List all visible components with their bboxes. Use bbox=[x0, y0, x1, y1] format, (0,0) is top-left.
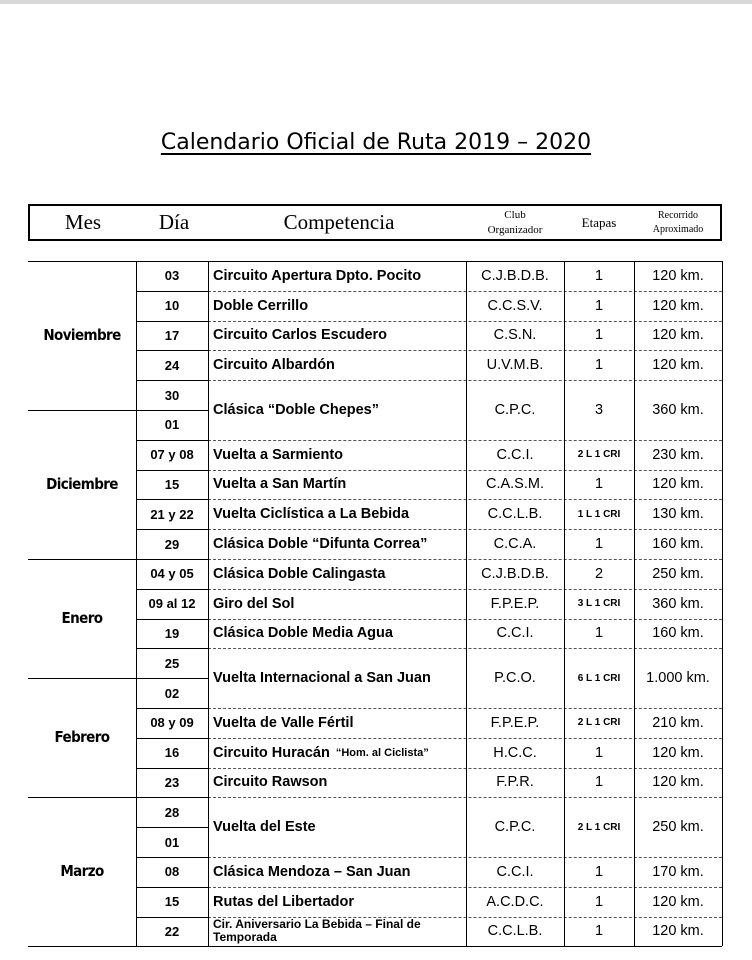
etapas-cell: 3 L 1 CRI bbox=[577, 598, 621, 610]
competencia-cell bbox=[208, 529, 471, 559]
recorrido-cell: 160 km. bbox=[652, 536, 704, 553]
day-cell: 24 bbox=[164, 357, 180, 373]
top-border bbox=[0, 0, 752, 4]
day-cell: 19 bbox=[164, 625, 180, 641]
recorrido-cell: 210 km. bbox=[652, 714, 704, 731]
competencia-cell bbox=[208, 887, 471, 917]
header-dia: Día bbox=[158, 210, 190, 234]
competencia-cell bbox=[208, 768, 471, 798]
competencia-cell bbox=[208, 738, 471, 768]
competencia-name: Clásica Doble “Difunta Correa” bbox=[213, 536, 428, 553]
header-club bbox=[466, 206, 564, 239]
club-cell: F.P.E.P. bbox=[490, 595, 540, 612]
recorrido-cell: 170 km. bbox=[652, 863, 704, 880]
club-cell: C.C.I. bbox=[496, 625, 534, 642]
club-cell: A.C.D.C. bbox=[486, 893, 544, 910]
recorrido-cell: 1.000 km. bbox=[646, 670, 710, 687]
competencia-name: Vuelta del Este bbox=[213, 819, 316, 836]
competencia-name: Circuito Apertura Dpto. Pocito bbox=[213, 267, 422, 284]
day-cell: 01 bbox=[164, 417, 180, 433]
header-recorrido bbox=[634, 206, 722, 239]
club-cell: C.J.B.D.B. bbox=[481, 267, 549, 284]
club-cell: C.J.B.D.B. bbox=[481, 565, 549, 582]
competencia-name: Clásica Doble Calingasta bbox=[213, 565, 386, 582]
day-cell: 08 y 09 bbox=[150, 715, 194, 731]
competencia-cell bbox=[208, 708, 471, 738]
etapas-cell: 1 bbox=[594, 625, 604, 642]
day-cell: 22 bbox=[164, 923, 180, 939]
recorrido-cell: 120 km. bbox=[652, 774, 704, 791]
recorrido-cell: 120 km. bbox=[652, 744, 704, 761]
table-header bbox=[28, 204, 722, 241]
etapas-cell: 2 L 1 CRI bbox=[577, 821, 621, 833]
competencia-cell bbox=[208, 470, 471, 500]
competencia-cell bbox=[208, 619, 471, 649]
competencia-name: Circuito Carlos Escudero bbox=[213, 327, 388, 344]
club-cell: F.P.R. bbox=[496, 774, 534, 791]
competencia-cell bbox=[208, 261, 471, 291]
competencia-cell bbox=[208, 559, 471, 589]
day-cell: 15 bbox=[164, 476, 180, 492]
etapas-cell: 2 L 1 CRI bbox=[577, 717, 621, 729]
day-cell: 10 bbox=[164, 298, 180, 314]
competencia-name: Vuelta de Valle Fértil bbox=[213, 714, 354, 731]
recorrido-cell: 250 km. bbox=[652, 819, 704, 836]
day-cell: 25 bbox=[164, 655, 180, 671]
etapas-cell: 1 bbox=[594, 774, 604, 791]
competencia-subtitle: “Hom. al Ciclista” bbox=[335, 746, 429, 759]
club-cell: C.P.C. bbox=[494, 401, 536, 418]
day-cell: 28 bbox=[164, 804, 180, 820]
etapas-cell: 1 bbox=[594, 863, 604, 880]
month-label-noviembre: Noviembre bbox=[43, 325, 121, 344]
month-line bbox=[28, 678, 136, 679]
competencia-cell bbox=[208, 589, 471, 619]
competencia-name: Clásica “Doble Chepes” bbox=[213, 401, 379, 418]
club-cell: H.C.C. bbox=[493, 744, 537, 761]
recorrido-cell: 120 km. bbox=[652, 327, 704, 344]
etapas-cell: 1 bbox=[594, 476, 604, 493]
month-label-febrero: Febrero bbox=[54, 727, 110, 746]
competencia-cell bbox=[208, 857, 471, 887]
competencia-name: Doble Cerrillo bbox=[213, 297, 309, 314]
recorrido-cell: 160 km. bbox=[652, 625, 704, 642]
page-title: Calendario Oficial de Ruta 2019 – 2020 bbox=[160, 130, 592, 155]
day-cell: 09 al 12 bbox=[148, 596, 196, 612]
etapas-cell: 2 bbox=[594, 565, 604, 582]
header-recorrido-line2: Aproximado bbox=[652, 223, 704, 235]
header-club-line1: Club bbox=[504, 208, 526, 221]
recorrido-cell: 120 km. bbox=[652, 893, 704, 910]
day-cell: 29 bbox=[164, 536, 180, 552]
competencia-name: Circuito Huracán bbox=[213, 744, 330, 761]
etapas-cell: 1 bbox=[594, 536, 604, 553]
club-cell: U.V.M.B. bbox=[486, 357, 544, 374]
etapas-cell: 3 bbox=[594, 401, 604, 418]
etapas-cell: 1 bbox=[594, 267, 604, 284]
header-competencia: Competencia bbox=[283, 210, 395, 234]
competencia-name: Circuito Albardón bbox=[213, 357, 335, 374]
competencia-name: Vuelta Internacional a San Juan bbox=[213, 670, 431, 687]
recorrido-cell: 120 km. bbox=[652, 297, 704, 314]
competencia-name: Vuelta Ciclística a La Bebida bbox=[213, 506, 410, 523]
recorrido-cell: 120 km. bbox=[652, 357, 704, 374]
column-line bbox=[722, 261, 723, 946]
day-cell: 21 y 22 bbox=[150, 506, 194, 522]
competencia-cell bbox=[208, 291, 471, 321]
competencia-cell bbox=[208, 440, 471, 470]
month-label-marzo: Marzo bbox=[60, 861, 104, 880]
competencia-name: Circuito Rawson bbox=[213, 774, 328, 791]
etapas-cell: 1 bbox=[594, 297, 604, 314]
club-cell: P.C.O. bbox=[494, 670, 536, 687]
day-cell: 02 bbox=[164, 685, 180, 701]
month-label-diciembre: Diciembre bbox=[46, 474, 118, 493]
competencia-cell bbox=[208, 797, 471, 857]
row-line bbox=[28, 946, 722, 947]
competencia-cell bbox=[208, 648, 471, 708]
competencia-cell bbox=[208, 321, 471, 351]
recorrido-cell: 230 km. bbox=[652, 446, 704, 463]
day-cell: 23 bbox=[164, 774, 180, 790]
header-recorrido-line1: Recorrido bbox=[658, 209, 698, 221]
competencia-cell bbox=[208, 917, 471, 947]
club-cell: C.P.C. bbox=[494, 819, 536, 836]
day-cell: 15 bbox=[164, 894, 180, 910]
club-cell: C.C.I. bbox=[496, 446, 534, 463]
etapas-cell: 1 L 1 CRI bbox=[577, 508, 621, 520]
club-cell: C.C.S.V. bbox=[487, 297, 543, 314]
header-club-line2: Organizador bbox=[487, 223, 543, 236]
club-cell: C.C.L.B. bbox=[487, 923, 543, 940]
month-line bbox=[28, 559, 136, 560]
etapas-cell: 6 L 1 CRI bbox=[577, 672, 621, 684]
day-cell: 17 bbox=[164, 327, 180, 343]
club-cell: C.C.I. bbox=[496, 863, 534, 880]
day-cell: 08 bbox=[164, 864, 180, 880]
competencia-name: Giro del Sol bbox=[213, 595, 295, 612]
competencia-name: Rutas del Libertador bbox=[213, 893, 354, 910]
day-cell: 30 bbox=[164, 387, 180, 403]
month-line bbox=[28, 410, 136, 411]
competencia-name: Cir. Aniversario La Bebida – Final de Temporada bbox=[213, 917, 421, 945]
club-cell: C.C.L.B. bbox=[487, 506, 543, 523]
header-mes: Mes bbox=[64, 210, 102, 234]
etapas-cell: 1 bbox=[594, 744, 604, 761]
month-label-enero: Enero bbox=[61, 608, 103, 627]
club-cell: F.P.E.P. bbox=[490, 714, 540, 731]
etapas-cell: 1 bbox=[594, 327, 604, 344]
club-cell: C.S.N. bbox=[493, 327, 537, 344]
competencia-cell bbox=[208, 350, 471, 380]
day-cell: 03 bbox=[164, 268, 180, 284]
competencia-cell bbox=[208, 380, 471, 440]
club-cell: C.A.S.M. bbox=[485, 476, 544, 493]
recorrido-cell: 130 km. bbox=[652, 506, 704, 523]
recorrido-cell: 360 km. bbox=[652, 595, 704, 612]
day-cell: 16 bbox=[164, 745, 180, 761]
competencia-name: Vuelta a Sarmiento bbox=[213, 446, 344, 463]
competencia-name: Clásica Doble Media Agua bbox=[213, 625, 393, 642]
etapas-cell: 1 bbox=[594, 923, 604, 940]
day-cell: 04 y 05 bbox=[150, 566, 194, 582]
etapas-cell: 1 bbox=[594, 357, 604, 374]
month-line bbox=[28, 797, 136, 798]
club-cell: C.C.A. bbox=[493, 536, 537, 553]
recorrido-cell: 250 km. bbox=[652, 565, 704, 582]
competencia-cell bbox=[208, 499, 471, 529]
etapas-cell: 2 L 1 CRI bbox=[577, 449, 621, 461]
recorrido-cell: 120 km. bbox=[652, 267, 704, 284]
day-cell: 01 bbox=[164, 834, 180, 850]
etapas-cell: 1 bbox=[594, 893, 604, 910]
recorrido-cell: 360 km. bbox=[652, 401, 704, 418]
day-cell: 07 y 08 bbox=[150, 447, 194, 463]
header-etapas: Etapas bbox=[581, 214, 617, 230]
competencia-name: Vuelta a San Martín bbox=[213, 476, 347, 493]
recorrido-cell: 120 km. bbox=[652, 923, 704, 940]
recorrido-cell: 120 km. bbox=[652, 476, 704, 493]
competencia-name: Clásica Mendoza – San Juan bbox=[213, 863, 411, 880]
